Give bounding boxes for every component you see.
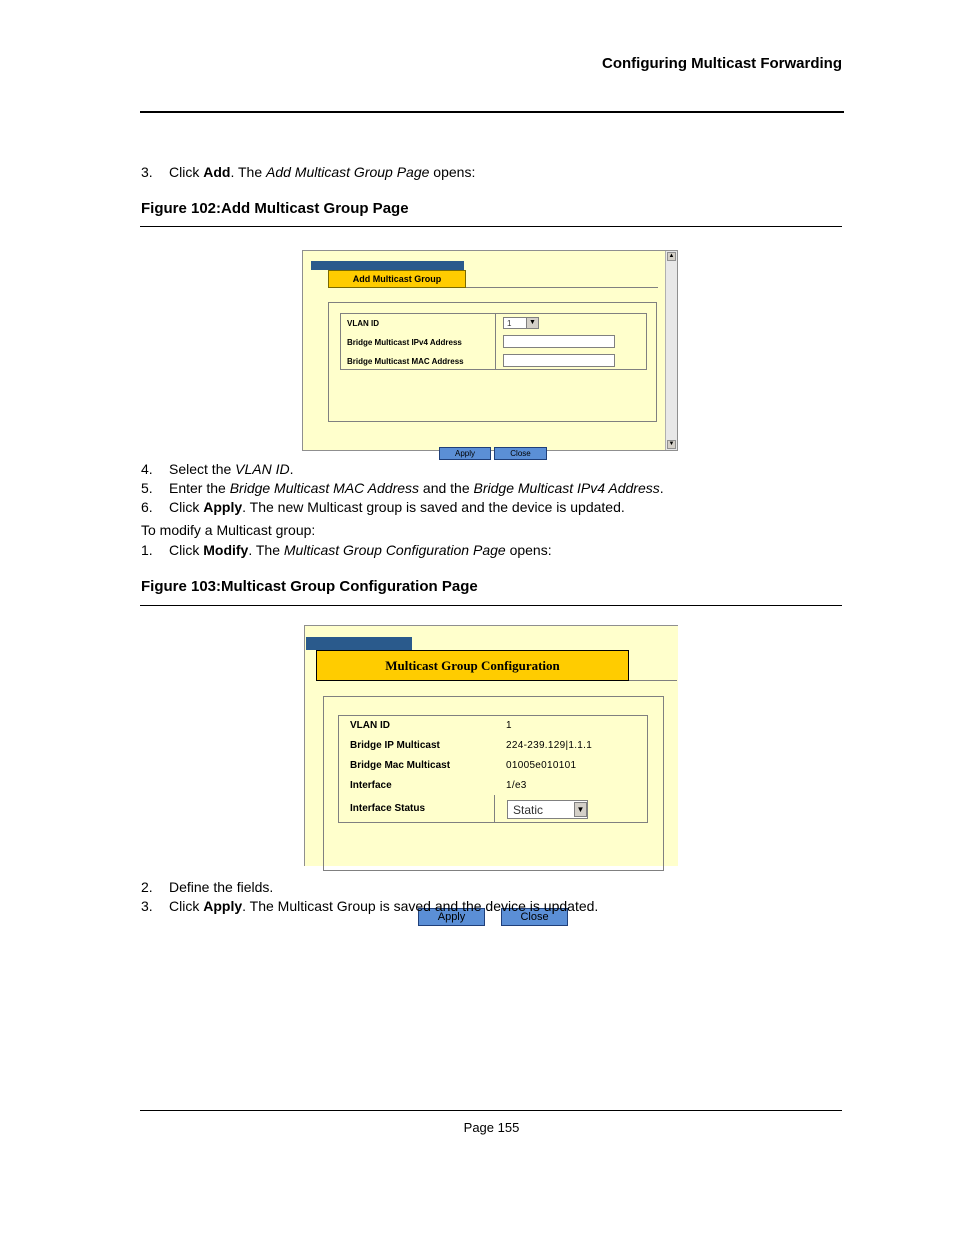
ipv4-address-input[interactable] [503,335,615,348]
running-header: Configuring Multicast Forwarding [602,55,842,72]
chevron-down-icon: ▼ [526,318,538,328]
step-4: 4. Select the VLAN ID. [141,461,294,477]
tab-underline [466,287,658,288]
vertical-scrollbar[interactable] [665,251,677,450]
bridge-ip-multicast-value: 224-239.129|1.1.1 [506,740,593,751]
vlan-id-value: 1 [506,720,512,731]
mac-address-input[interactable] [503,354,615,367]
mac-address-label: Bridge Multicast MAC Address [347,357,464,366]
vlan-id-label: VLAN ID [347,319,379,328]
scroll-down-icon[interactable]: ▼ [668,441,675,447]
step-5: 5. Enter the Bridge Multicast MAC Address and the Bridge Multicast IPv4 Address. [141,480,664,496]
title-bar [311,261,464,270]
interface-status-select[interactable]: Static ▼ [507,800,588,819]
step-2-define: 2. Define the fields. [141,879,274,895]
apply-button[interactable]: Apply [418,908,485,926]
interface-value: 1/e3 [506,780,527,791]
tab-multicast-group-configuration[interactable]: Multicast Group Configuration [316,650,629,681]
bridge-mac-multicast-value: 01005e010101 [506,760,577,771]
bridge-mac-multicast-label: Bridge Mac Multicast [350,760,451,771]
vlan-id-select[interactable]: 1 ▼ [503,317,539,329]
step-3-apply: 3. Click Apply. The Multicast Group is saved and the device is updated. [141,898,599,914]
chevron-down-icon: ▼ [574,802,587,817]
apply-button[interactable]: Apply [439,447,491,460]
step-number: 3. [141,164,153,180]
tab-add-multicast-group[interactable]: Add Multicast Group [328,270,466,288]
figure-102-caption: Figure 102:Add Multicast Group Page [141,200,409,217]
caption-rule [140,226,842,227]
close-button[interactable]: Close [501,908,568,926]
vlan-id-label: VLAN ID [350,720,390,731]
ipv4-address-label: Bridge Multicast IPv4 Address [347,338,462,347]
form-table [340,313,647,370]
step-3-add: 3. Click Add. The Add Multicast Group Page opens: [141,164,476,180]
interface-label: Interface [350,780,392,791]
step-1-modify: 1. Click Modify. The Multicast Group Configuration Page opens: [141,542,552,558]
header-rule [140,111,844,113]
add-multicast-group-screenshot [302,250,678,458]
column-divider [494,795,495,823]
column-divider [495,314,496,369]
interface-status-label: Interface Status [350,803,426,814]
close-button[interactable]: Close [494,447,547,460]
modify-intro: To modify a Multicast group: [141,522,316,538]
caption-rule [140,605,842,606]
title-bar [306,637,412,650]
footer-rule [140,1110,842,1111]
figure-103-caption: Figure 103:Multicast Group Configuration Page [141,578,478,595]
step-6: 6. Click Apply. The new Multicast group is saved and the device is updated. [141,499,625,515]
tab-underline [629,680,677,681]
bridge-ip-multicast-label: Bridge IP Multicast [350,740,440,751]
page-number: Page 155 [463,1120,520,1135]
form-table [338,715,648,823]
scroll-up-icon[interactable]: ▲ [668,253,675,259]
